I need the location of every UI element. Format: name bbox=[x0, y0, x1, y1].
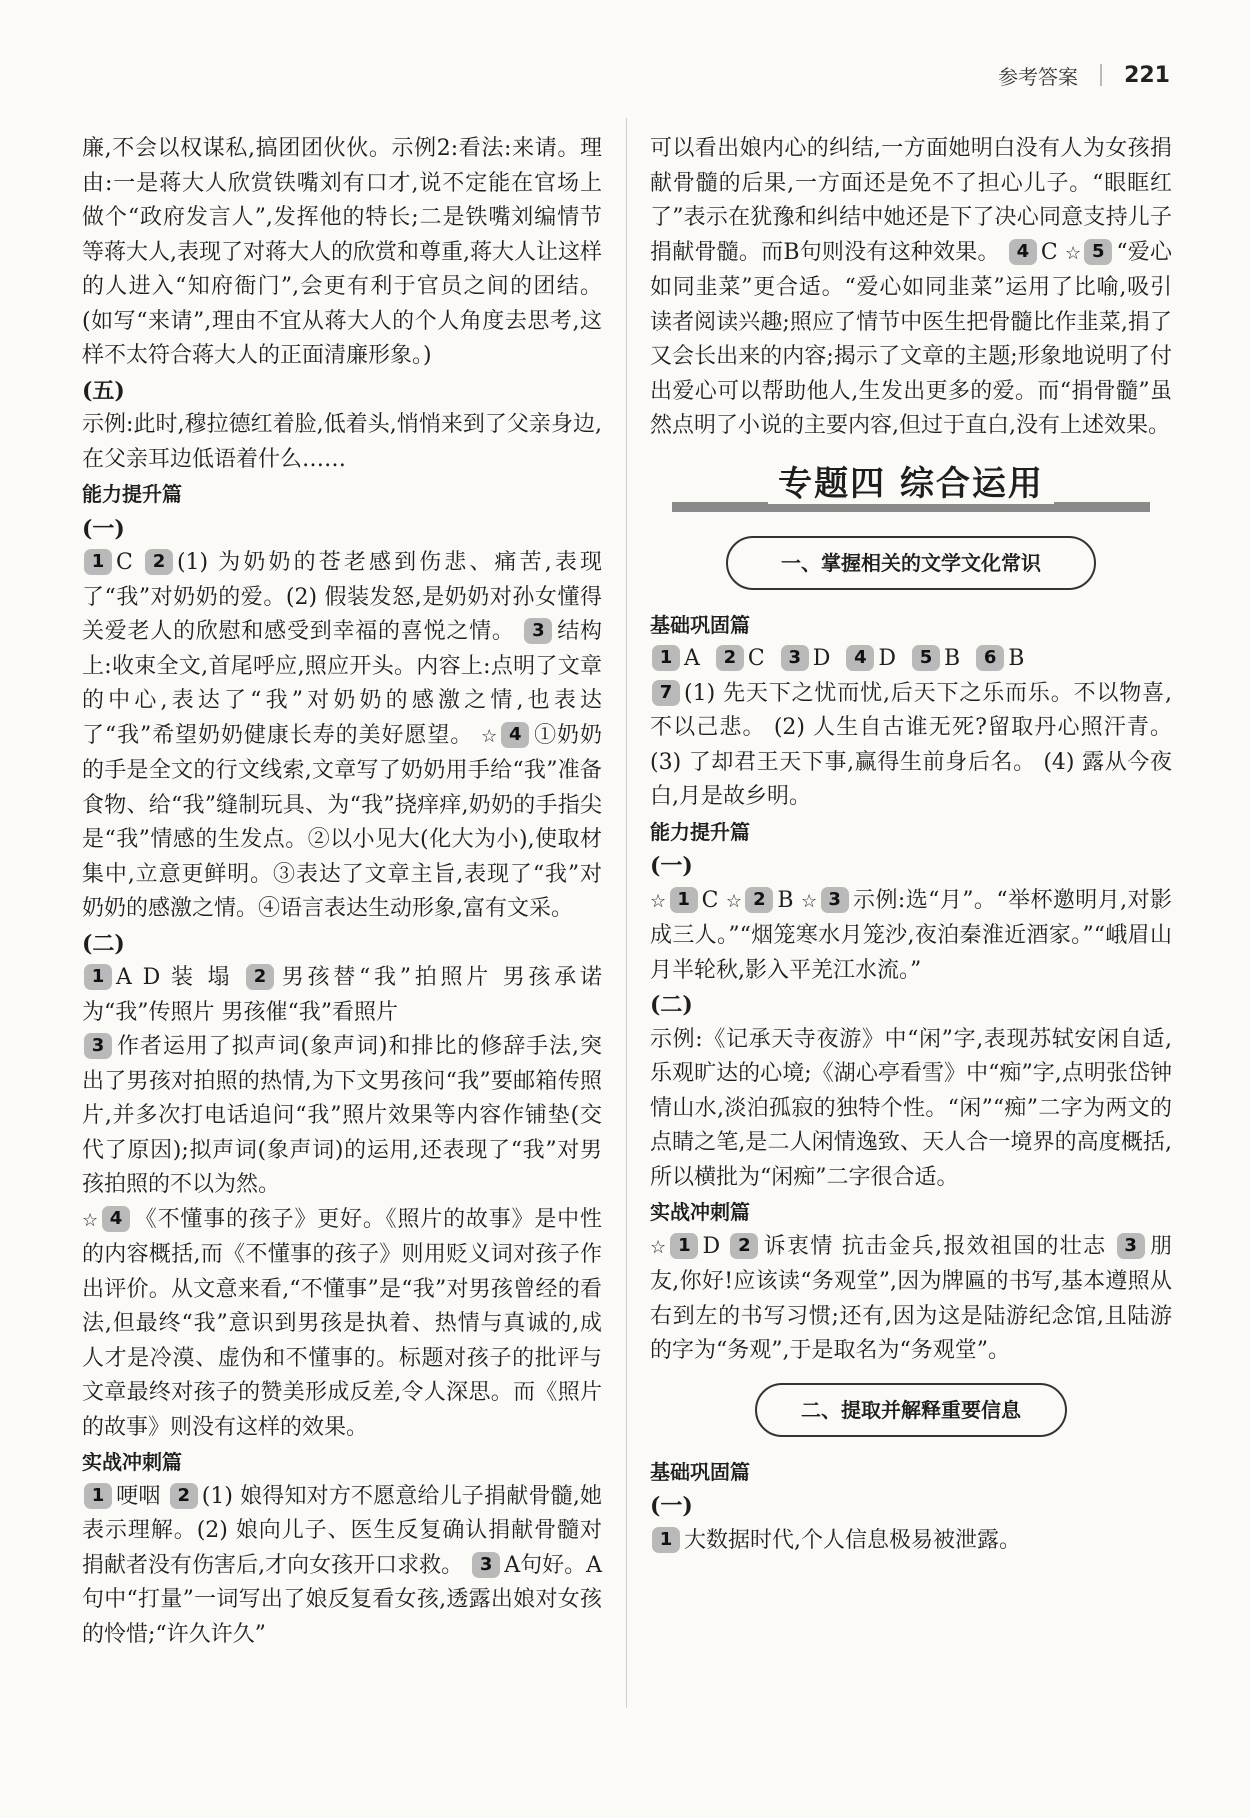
part-5-answer: 示例:此时,穆拉德红着脸,低着头,悄悄来到了父亲身边,在父亲耳边低语着什么…… bbox=[82, 412, 602, 472]
answer-text: C bbox=[701, 887, 719, 913]
section-title: 参考答案 bbox=[998, 64, 1079, 89]
star-icon: ☆ bbox=[801, 890, 818, 912]
question-number: 4 bbox=[846, 645, 874, 671]
sprint-answers bbox=[82, 1480, 602, 1653]
answer-text: (1) 先天下之忧而忧,后天下之乐而乐。不以物喜,不以己悲。 (2) 人生自古谁无死?留取丹心照汗青。 (3) 了却君王天下事,赢得生前身后名。 (4) 露从今夜白,月是故乡明。 bbox=[650, 680, 1172, 809]
answer-text: 大数据时代,个人信息极易被泄露。 bbox=[684, 1527, 1021, 1553]
sprint-heading: 实战冲刺篇 bbox=[650, 1200, 750, 1224]
answer-text: 哽咽 bbox=[116, 1483, 161, 1509]
answer-text: 作者运用了拟声词(象声词)和排比的修辞手法,突出了男孩对拍照的热情,为下文男孩问“我”要邮箱传照片,并多次打电话追问“我”照片效果等内容作铺垫(交代了原因);拟声词(象声词)的运用,还表现了“我”对男孩拍照的不以为然。 bbox=[82, 1034, 602, 1197]
answer-text: B bbox=[1008, 646, 1025, 671]
question-number: 2 bbox=[745, 887, 773, 913]
question-number: 4 bbox=[1009, 239, 1037, 265]
question-number: 3 bbox=[1117, 1233, 1145, 1259]
question-number: 6 bbox=[976, 645, 1004, 671]
answer-text: C bbox=[747, 646, 765, 671]
answer-text: B bbox=[777, 887, 794, 913]
column-divider bbox=[626, 118, 627, 1708]
question-number: 2 bbox=[246, 964, 274, 990]
question-number: 2 bbox=[170, 1483, 198, 1509]
part-5-title: (五) bbox=[82, 377, 125, 404]
part-2-answers bbox=[82, 961, 602, 1030]
answer-text: ①奶奶的手是全文的行文线索,文章写了奶奶用手给“我”准备食物、给“我”缝制玩具、为“我”挠痒痒,奶奶的手指尖是“我”情感的生发点。②以小见大(化大为小),使取材集中,立意更鲜明。③表达了文章主旨,表现了“我”对奶奶的感激之情。④语言表达生动形象,富有文采。 bbox=[82, 722, 602, 921]
part-1-title: (一) bbox=[650, 1493, 693, 1519]
question-number: 2 bbox=[730, 1233, 758, 1259]
page-header bbox=[998, 55, 1170, 95]
answer-text: A D 装 塌 bbox=[116, 965, 234, 990]
ability-heading: 能力提升篇 bbox=[82, 482, 182, 506]
answer-text: 可以看出娘内心的纠结,一方面她明白没有人为女孩捐献骨髓的后果,一方面还是免不了担心儿子。“眼眶红了”表示在犹豫和纠结中她还是下了决心同意支持儿子捐献骨髓。而B句则没有这种效果。 bbox=[650, 136, 1172, 265]
sprint-answers bbox=[650, 1230, 1172, 1369]
topic-title: 专题四 综合运用 bbox=[768, 464, 1054, 504]
part-2-title: (二) bbox=[650, 992, 693, 1018]
question-number: 3 bbox=[781, 645, 809, 671]
answer-text: D bbox=[702, 1233, 721, 1259]
part-2-answer-4 bbox=[82, 1203, 602, 1446]
left-column bbox=[82, 132, 602, 1652]
question-number: 3 bbox=[472, 1552, 500, 1578]
answer-text: A句好。A句中“打量”一词写出了娘反复看女孩,透露出娘对女孩的怜惜;“许久许久” bbox=[82, 1552, 603, 1647]
star-icon: ☆ bbox=[650, 890, 667, 912]
star-icon: ☆ bbox=[650, 1236, 668, 1258]
question-number: 1 bbox=[652, 645, 680, 671]
question-number: 1 bbox=[670, 1233, 698, 1259]
answer-text: 结构上:收束全文,首尾呼应,照应开头。内容上:点明了文章的中心,表达了“我”对奶奶的感激之情,也表达了“我”希望奶奶健康长寿的美好愿望。 bbox=[82, 619, 602, 748]
answer-text: 示例:选“月”。“举杯邀明月,对影成三人。”“烟笼寒水月笼沙,夜泊秦淮近酒家。”“峨眉山月半轮秋,影入平羌江水流。” bbox=[650, 887, 1173, 983]
question-number: 5 bbox=[1084, 239, 1112, 265]
part-2-answer-3 bbox=[82, 1030, 602, 1203]
basic-answers bbox=[650, 642, 1172, 677]
unit-2-title: 二、提取并解释重要信息 bbox=[755, 1383, 1067, 1437]
answer-text: A bbox=[684, 646, 700, 671]
ability-heading: 能力提升篇 bbox=[650, 819, 750, 844]
answer-text: “爱心如同韭菜”更合适。“爱心如同韭菜”运用了比喻,吸引读者阅读兴趣;照应了情节中医生把骨髓比作韭菜,捐了又会长出来的内容;揭示了文章的主题;形象地说明了付出爱心可以帮助他人,生发出更多的爱。而“捐骨髓”虽然点明了小说的主要内容,但过于直白,没有上述效果。 bbox=[650, 239, 1172, 438]
question-number: 3 bbox=[821, 887, 849, 913]
question-number: 2 bbox=[716, 645, 744, 671]
basic-answer-1 bbox=[650, 1524, 1172, 1559]
part-2-answer: 示例:《记承天寺夜游》中“闲”字,表现苏轼安闲自适,乐观旷达的心境;《湖心亭看雪》中“痴”字,点明张岱钟情山水,淡泊孤寂的独特个性。“闲”“痴”二字为两文的点睛之笔,是二人闲情逸致、天人合一境界的高度概括,所以横批为“闲痴”二字很合适。 bbox=[650, 1026, 1172, 1190]
answer-continuation bbox=[650, 132, 1172, 444]
basic-answer-7 bbox=[650, 677, 1172, 815]
part-1-answers bbox=[82, 546, 602, 927]
sprint-heading: 实战冲刺篇 bbox=[82, 1450, 182, 1474]
header-divider bbox=[1100, 64, 1102, 86]
answer-text: (1) 娘得知对方不愿意给儿子捐献骨髓,她表示理解。(2) 娘向儿子、医生反复确认捐献骨髓对捐献者没有伤害后,才向女孩开口求救。 bbox=[82, 1483, 602, 1578]
star-icon: ☆ bbox=[82, 1209, 99, 1231]
answer-text: B bbox=[944, 646, 961, 671]
question-number: 1 bbox=[670, 887, 698, 913]
star-icon: ☆ bbox=[481, 725, 499, 747]
question-number: 3 bbox=[524, 618, 552, 644]
question-number: 2 bbox=[145, 549, 173, 575]
basic-heading: 基础巩固篇 bbox=[650, 1459, 750, 1484]
answer-text: C bbox=[116, 550, 133, 575]
page-number: 221 bbox=[1124, 62, 1170, 88]
part-2-title: (二) bbox=[82, 930, 125, 957]
answer-continuation: 廉,不会以权谋私,搞团团伙伙。示例2:看法:来请。理由:一是蒋大人欣赏铁嘴刘有口才,说不定能在官场上做个“政府发言人”,发挥他的特长;二是铁嘴刘编情节等蒋大人,表现了对蒋大人的欣赏和尊重,蒋大人让这样的人进入“知府衙门”,会更有利于官员之间的团结。(如写“来请”,理由不宜从蒋大人的个人角度去思考,这样不太符合蒋大人的正面清廉形象。) bbox=[82, 136, 602, 368]
answer-text: 男孩替“我”拍照片 男孩承诺为“我”传照片 男孩催“我”看照片 bbox=[82, 965, 602, 1025]
star-icon: ☆ bbox=[1064, 242, 1082, 264]
right-column bbox=[650, 132, 1172, 1558]
part-1-title: (一) bbox=[650, 853, 693, 879]
answer-text: (1) 为奶奶的苍老感到伤悲、痛苦,表现了“我”对奶奶的爱。(2) 假装发怒,是奶奶对孙女懂得关爱老人的欣慰和感受到幸福的喜悦之情。 bbox=[82, 550, 603, 644]
question-number: 4 bbox=[501, 722, 529, 748]
unit-1-title: 一、掌握相关的文学文化常识 bbox=[726, 536, 1096, 590]
question-number: 1 bbox=[84, 549, 112, 575]
question-number: 1 bbox=[652, 1527, 680, 1553]
question-number: 5 bbox=[912, 645, 940, 671]
question-number: 7 bbox=[652, 680, 680, 706]
answer-text: 《不懂事的孩子》更好。《照片的故事》是中性的内容概括,而《不懂事的孩子》则用贬义词对孩子作出评价。从文意来看,“不懂事”是“我”对男孩曾经的看法,但最终“我”意识到男孩是执着、热情与真诚的,成人才是冷漠、虚伪和不懂事的。标题对孩子的批评与文章最终对孩子的赞美形成反差,令人深思。而《照片的故事》则没有这样的效果。 bbox=[82, 1206, 602, 1440]
answer-text: 朋友,你好!应该读“务观堂”,因为牌匾的书写,基本遵照从右到左的书写习惯;还有,因为这是陆游纪念馆,且陆游的字为“务观”,于是取名为“务观堂”。 bbox=[650, 1233, 1172, 1363]
question-number: 1 bbox=[84, 1483, 112, 1509]
question-number: 1 bbox=[84, 964, 112, 990]
star-icon: ☆ bbox=[725, 890, 743, 912]
part-1-title: (一) bbox=[82, 515, 125, 542]
topic-banner bbox=[650, 462, 1172, 518]
basic-heading: 基础巩固篇 bbox=[650, 612, 750, 637]
answer-text: C bbox=[1040, 239, 1058, 265]
answer-text: D bbox=[878, 646, 897, 671]
question-number: 3 bbox=[84, 1033, 112, 1059]
answer-text: D bbox=[812, 646, 831, 671]
part-1-answers bbox=[650, 884, 1172, 989]
question-number: 4 bbox=[102, 1206, 130, 1232]
answer-text: 诉衷情 抗击金兵,报效祖国的壮志 bbox=[762, 1233, 1107, 1259]
